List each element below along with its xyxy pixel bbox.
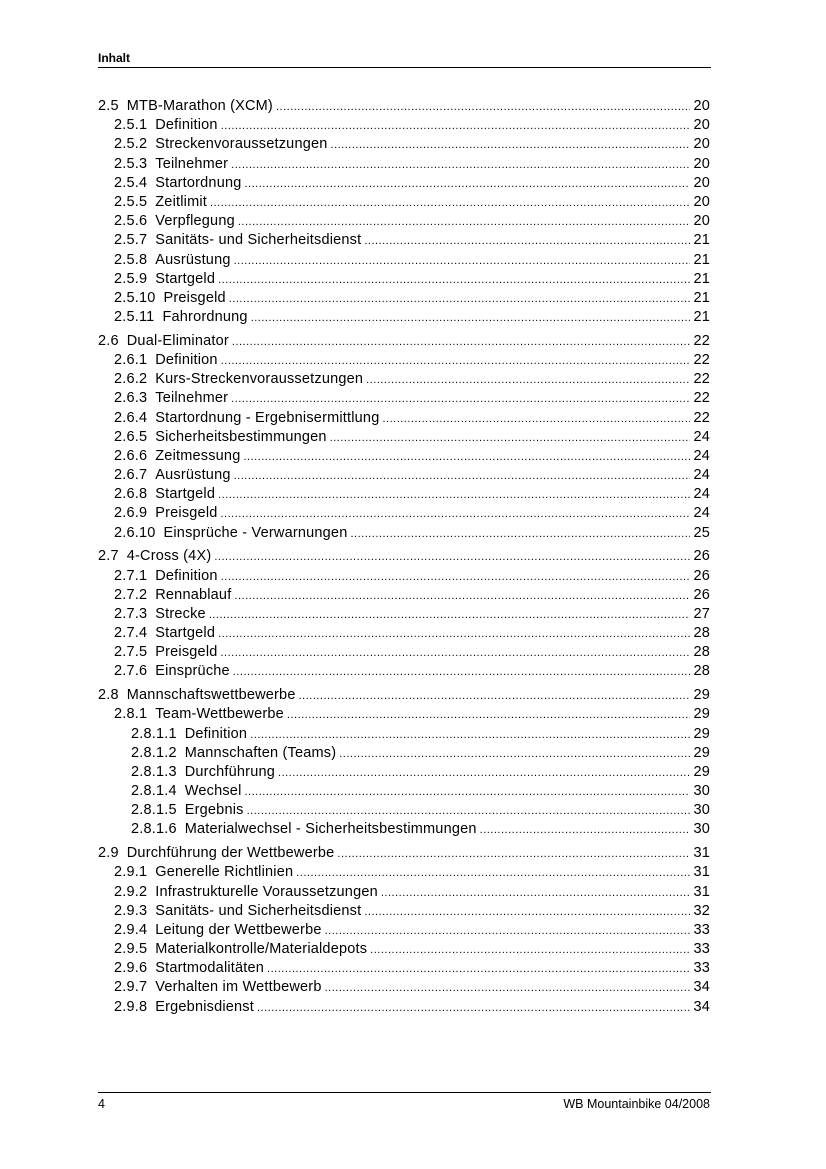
toc-entry[interactable] — [98, 686, 710, 705]
page-header-title: Inhalt — [98, 51, 130, 65]
toc-entry-number: 2.7.2 — [114, 586, 148, 603]
toc-entry-title: Startordnung — [155, 174, 242, 191]
toc-entry-page: 22 — [693, 351, 710, 368]
toc-entry[interactable] — [98, 524, 710, 543]
toc-dot-leader — [234, 587, 690, 606]
toc-entry-page: 29 — [693, 725, 710, 742]
toc-entry-number: 2.5.5 — [114, 193, 148, 210]
toc-entry-title: Strecke — [155, 605, 206, 622]
toc-entry-title: Einsprüche — [155, 663, 230, 680]
toc-entry-title: Dual-Eliminator — [126, 332, 229, 349]
toc-dot-leader — [221, 505, 691, 524]
toc-entry[interactable] — [98, 135, 710, 154]
header-divider — [98, 67, 711, 68]
toc-entry-number: 2.9.5 — [114, 941, 148, 958]
toc-entry-title: Sanitäts- und Sicherheitsdienst — [155, 232, 362, 249]
toc-dot-leader — [214, 548, 690, 567]
toc-entry[interactable] — [98, 504, 710, 523]
footer-page-number: 4 — [98, 1097, 105, 1111]
toc-entry-number: 2.6.3 — [114, 390, 148, 407]
toc-dot-leader — [339, 745, 690, 764]
toc-entry-title: Infrastrukturelle Voraussetzungen — [155, 883, 378, 900]
toc-entry[interactable] — [98, 959, 710, 978]
toc-entry-page: 21 — [693, 232, 710, 249]
toc-entry-title: Materialwechsel - Sicherheitsbestimmungen — [184, 821, 477, 838]
toc-dot-leader — [331, 136, 691, 155]
toc-entry[interactable] — [98, 940, 710, 959]
toc-entry-number: 2.8.1.1 — [131, 725, 177, 742]
toc-dot-leader — [234, 252, 691, 271]
toc-entry-title: Durchführung der Wettbewerbe — [126, 845, 335, 862]
toc-dot-leader — [276, 98, 691, 117]
toc-entry-title: Verhalten im Wettbewerb — [155, 979, 322, 996]
toc-dot-leader — [221, 352, 691, 371]
toc-entry[interactable] — [98, 193, 710, 212]
toc-entry-title: Streckenvoraussetzungen — [155, 136, 328, 153]
footer-divider — [98, 1092, 711, 1093]
toc-dot-leader — [381, 884, 691, 903]
toc-entry-number: 2.5.8 — [114, 251, 148, 268]
toc-entry[interactable] — [98, 820, 710, 839]
toc-entry-title: Materialkontrolle/Materialdepots — [155, 941, 368, 958]
toc-entry-page: 32 — [693, 902, 710, 919]
toc-entry-title: Fahrordnung — [162, 309, 248, 326]
toc-entry-title: Einsprüche - Verwarnungen — [163, 524, 348, 541]
toc-entry-title: Startordnung - Ergebnisermittlung — [155, 409, 380, 426]
toc-entry-title: Mannschaftswettbewerbe — [126, 687, 296, 704]
toc-entry-page: 28 — [693, 644, 710, 661]
toc-dot-leader — [382, 410, 690, 429]
toc-entry-page: 21 — [693, 251, 710, 268]
toc-entry-page: 20 — [693, 193, 710, 210]
toc-entry[interactable] — [98, 605, 710, 624]
toc-dot-leader — [221, 568, 691, 587]
toc-entry-title: Durchführung — [184, 763, 276, 780]
toc-entry[interactable] — [98, 662, 710, 681]
toc-entry-number: 2.8 — [98, 687, 119, 704]
toc-entry-page: 30 — [693, 802, 710, 819]
toc-dot-leader — [364, 232, 690, 251]
toc-entry-number: 2.5 — [98, 98, 119, 114]
toc-dot-leader — [299, 687, 691, 706]
toc-dot-leader — [337, 845, 690, 864]
toc-entry-title: Kurs-Streckenvoraussetzungen — [155, 371, 364, 388]
toc-dot-leader — [370, 941, 690, 960]
toc-entry[interactable] — [98, 116, 710, 135]
toc-entry[interactable] — [98, 902, 710, 921]
toc-entry-page: 22 — [693, 390, 710, 407]
toc-dot-leader — [251, 309, 691, 328]
toc-entry-title: MTB-Marathon (XCM) — [126, 98, 273, 114]
toc-entry[interactable] — [98, 155, 710, 174]
toc-entry-number: 2.6.8 — [114, 486, 148, 503]
toc-dot-leader — [233, 663, 691, 682]
toc-entry-title: Ergebnisdienst — [155, 998, 254, 1015]
toc-dot-leader — [325, 922, 691, 941]
toc-entry-title: Preisgeld — [155, 644, 218, 661]
toc-entry-title: Startgeld — [155, 486, 216, 503]
toc-entry-page: 29 — [693, 744, 710, 761]
toc-entry[interactable] — [98, 863, 710, 882]
toc-entry-number: 2.9.4 — [114, 921, 148, 938]
toc-entry-number: 2.6.6 — [114, 447, 148, 464]
toc-entry[interactable] — [98, 289, 710, 308]
toc-entry[interactable] — [98, 978, 710, 997]
toc-entry[interactable] — [98, 998, 710, 1017]
toc-entry-number: 2.9.1 — [114, 864, 148, 881]
toc-entry-page: 21 — [693, 289, 710, 306]
toc-dot-leader — [218, 271, 690, 290]
toc-dot-leader — [257, 999, 690, 1018]
toc-entry-page: 21 — [693, 270, 710, 287]
table-of-contents — [98, 97, 710, 1017]
toc-entry[interactable] — [98, 624, 710, 643]
toc-dot-leader — [229, 290, 691, 309]
toc-entry-number: 2.5.3 — [114, 155, 148, 172]
toc-entry-page: 24 — [693, 428, 710, 445]
toc-entry[interactable] — [98, 567, 710, 586]
toc-entry-page: 24 — [693, 486, 710, 503]
toc-entry-page: 20 — [693, 117, 710, 134]
toc-entry-title: Ausrüstung — [155, 467, 231, 484]
toc-entry[interactable] — [98, 705, 710, 724]
toc-entry-number: 2.5.10 — [114, 289, 156, 306]
toc-entry[interactable] — [98, 547, 710, 566]
toc-entry[interactable] — [98, 212, 710, 231]
toc-entry[interactable] — [98, 389, 710, 408]
toc-entry-number: 2.5.4 — [114, 174, 148, 191]
toc-entry-number: 2.6.5 — [114, 428, 148, 445]
toc-entry[interactable] — [98, 428, 710, 447]
toc-entry-number: 2.6.1 — [114, 351, 148, 368]
toc-entry-title: Startgeld — [155, 270, 216, 287]
toc-entry-page: 22 — [693, 332, 710, 349]
toc-dot-leader — [243, 448, 690, 467]
toc-entry[interactable] — [98, 174, 710, 193]
toc-entry[interactable] — [98, 485, 710, 504]
toc-entry[interactable] — [98, 251, 710, 270]
toc-entry-title: Ergebnis — [184, 802, 244, 819]
toc-entry[interactable] — [98, 332, 710, 351]
toc-entry-number: 2.6 — [98, 332, 119, 349]
toc-entry-number: 2.5.7 — [114, 232, 148, 249]
toc-entry-number: 2.8.1.4 — [131, 783, 177, 800]
toc-entry-title: Preisgeld — [163, 289, 226, 306]
toc-entry-title: Definition — [184, 725, 248, 742]
toc-entry-number: 2.8.1.6 — [131, 821, 177, 838]
toc-entry-number: 2.9.2 — [114, 883, 148, 900]
toc-entry-number: 2.7.6 — [114, 663, 148, 680]
toc-entry-title: Definition — [155, 351, 218, 368]
toc-entry-page: 34 — [693, 979, 710, 996]
toc-dot-leader — [245, 783, 691, 802]
toc-dot-leader — [221, 644, 691, 663]
toc-entry-page: 24 — [693, 505, 710, 522]
toc-entry-number: 2.5.1 — [114, 117, 148, 134]
toc-entry[interactable] — [98, 643, 710, 662]
toc-dot-leader — [296, 864, 690, 883]
toc-entry-page: 29 — [693, 687, 710, 704]
toc-entry-page: 30 — [693, 821, 710, 838]
toc-entry-page: 30 — [693, 783, 710, 800]
toc-entry-number: 2.5.11 — [114, 309, 155, 326]
toc-entry[interactable] — [98, 370, 710, 389]
toc-entry-number: 2.9 — [98, 845, 119, 862]
toc-entry[interactable] — [98, 231, 710, 250]
toc-entry-page: 28 — [693, 663, 710, 680]
toc-entry-page: 31 — [693, 883, 710, 900]
toc-dot-leader — [218, 486, 690, 505]
toc-entry-number: 2.6.4 — [114, 409, 148, 426]
toc-entry-number: 2.6.2 — [114, 371, 148, 388]
toc-entry-number: 2.9.8 — [114, 998, 148, 1015]
toc-entry[interactable] — [98, 782, 710, 801]
toc-dot-leader — [364, 903, 690, 922]
toc-dot-leader — [232, 333, 691, 352]
toc-entry[interactable] — [98, 763, 710, 782]
toc-entry-page: 29 — [693, 763, 710, 780]
toc-entry-title: 4-Cross (4X) — [126, 548, 212, 565]
toc-entry-page: 20 — [693, 136, 710, 153]
toc-entry-number: 2.7.1 — [114, 567, 148, 584]
toc-entry-number: 2.9.6 — [114, 960, 148, 977]
toc-entry-title: Verpflegung — [155, 213, 235, 230]
toc-entry-page: 33 — [693, 960, 710, 977]
toc-entry-number: 2.5.2 — [114, 136, 148, 153]
toc-entry-page: 24 — [693, 447, 710, 464]
toc-dot-leader — [231, 156, 690, 175]
toc-entry-page: 25 — [693, 524, 710, 541]
toc-entry[interactable] — [98, 466, 710, 485]
toc-entry[interactable] — [98, 586, 710, 605]
toc-dot-leader — [247, 802, 691, 821]
toc-entry-title: Zeitlimit — [155, 193, 207, 210]
toc-entry[interactable] — [98, 447, 710, 466]
toc-dot-leader — [350, 525, 690, 544]
toc-entry[interactable] — [98, 844, 710, 863]
toc-entry-number: 2.8.1.5 — [131, 802, 177, 819]
toc-entry-page: 21 — [693, 309, 710, 326]
toc-entry-page: 20 — [693, 174, 710, 191]
toc-entry-number: 2.8.1.3 — [131, 763, 177, 780]
toc-entry-title: Sicherheitsbestimmungen — [155, 428, 327, 445]
toc-entry-number: 2.8.1.2 — [131, 744, 177, 761]
toc-entry[interactable] — [98, 744, 710, 763]
toc-entry-page: 31 — [693, 864, 710, 881]
toc-entry-page: 22 — [693, 409, 710, 426]
toc-entry-page: 22 — [693, 371, 710, 388]
toc-entry-number: 2.7.4 — [114, 625, 148, 642]
toc-entry-page: 34 — [693, 998, 710, 1015]
toc-entry[interactable] — [98, 801, 710, 820]
toc-entry-title: Leitung der Wettbewerbe — [155, 921, 322, 938]
toc-entry-title: Teilnehmer — [155, 155, 229, 172]
toc-entry-title: Sanitäts- und Sicherheitsdienst — [155, 902, 362, 919]
toc-dot-leader — [221, 117, 691, 136]
toc-entry-title: Team-Wettbewerbe — [155, 706, 284, 723]
toc-entry-title: Ausrüstung — [155, 251, 231, 268]
toc-entry-number: 2.9.3 — [114, 902, 148, 919]
toc-dot-leader — [234, 467, 691, 486]
toc-entry-number: 2.8.1 — [114, 706, 148, 723]
toc-entry-title: Definition — [155, 567, 218, 584]
toc-entry[interactable] — [98, 97, 710, 116]
toc-dot-leader — [480, 821, 691, 840]
toc-entry-number: 2.6.9 — [114, 505, 148, 522]
toc-entry-page: 27 — [693, 605, 710, 622]
toc-dot-leader — [330, 429, 691, 448]
toc-entry-page: 24 — [693, 467, 710, 484]
toc-dot-leader — [250, 726, 690, 745]
toc-dot-leader — [278, 764, 690, 783]
toc-entry-title: Startmodalitäten — [155, 960, 265, 977]
toc-entry[interactable] — [98, 351, 710, 370]
toc-entry-number: 2.6.7 — [114, 467, 148, 484]
toc-entry-page: 26 — [693, 586, 710, 603]
toc-entry-number: 2.7 — [98, 548, 119, 565]
toc-entry-page: 20 — [693, 155, 710, 172]
toc-entry[interactable] — [98, 270, 710, 289]
toc-entry[interactable] — [98, 725, 710, 744]
toc-dot-leader — [287, 706, 691, 725]
toc-entry[interactable] — [98, 883, 710, 902]
toc-dot-leader — [238, 213, 691, 232]
toc-entry-page: 33 — [693, 921, 710, 938]
toc-entry-number: 2.9.7 — [114, 979, 148, 996]
toc-entry-number: 2.5.6 — [114, 213, 148, 230]
toc-entry-page: 26 — [693, 548, 710, 565]
toc-entry-title: Zeitmessung — [155, 447, 241, 464]
toc-entry-title: Rennablauf — [155, 586, 232, 603]
toc-dot-leader — [218, 625, 690, 644]
toc-entry-number: 2.7.5 — [114, 644, 148, 661]
toc-entry-page: 29 — [693, 706, 710, 723]
toc-dot-leader — [209, 606, 691, 625]
toc-entry-page: 28 — [693, 625, 710, 642]
toc-entry-number: 2.5.9 — [114, 270, 148, 287]
toc-entry-title: Wechsel — [184, 783, 242, 800]
toc-entry-number: 2.6.10 — [114, 524, 156, 541]
toc-entry[interactable] — [98, 921, 710, 940]
toc-entry-page: 33 — [693, 941, 710, 958]
toc-entry-page: 26 — [693, 567, 710, 584]
toc-entry-page: 20 — [693, 98, 710, 114]
toc-dot-leader — [325, 979, 691, 998]
toc-dot-leader — [210, 194, 690, 213]
toc-entry-title: Mannschaften (Teams) — [184, 744, 337, 761]
toc-dot-leader — [366, 371, 690, 390]
toc-dot-leader — [231, 390, 690, 409]
toc-entry-title: Generelle Richtlinien — [155, 864, 294, 881]
toc-entry-title: Preisgeld — [155, 505, 218, 522]
toc-entry[interactable] — [98, 308, 710, 327]
toc-entry[interactable] — [98, 409, 710, 428]
footer-document-title: WB Mountainbike 04/2008 — [563, 1097, 710, 1111]
toc-entry-page: 20 — [693, 213, 710, 230]
toc-dot-leader — [267, 960, 690, 979]
toc-entry-title: Definition — [155, 117, 218, 134]
toc-dot-leader — [245, 175, 691, 194]
toc-entry-title: Startgeld — [155, 625, 216, 642]
toc-entry-number: 2.7.3 — [114, 605, 148, 622]
toc-entry-title: Teilnehmer — [155, 390, 229, 407]
toc-entry-page: 31 — [693, 845, 710, 862]
